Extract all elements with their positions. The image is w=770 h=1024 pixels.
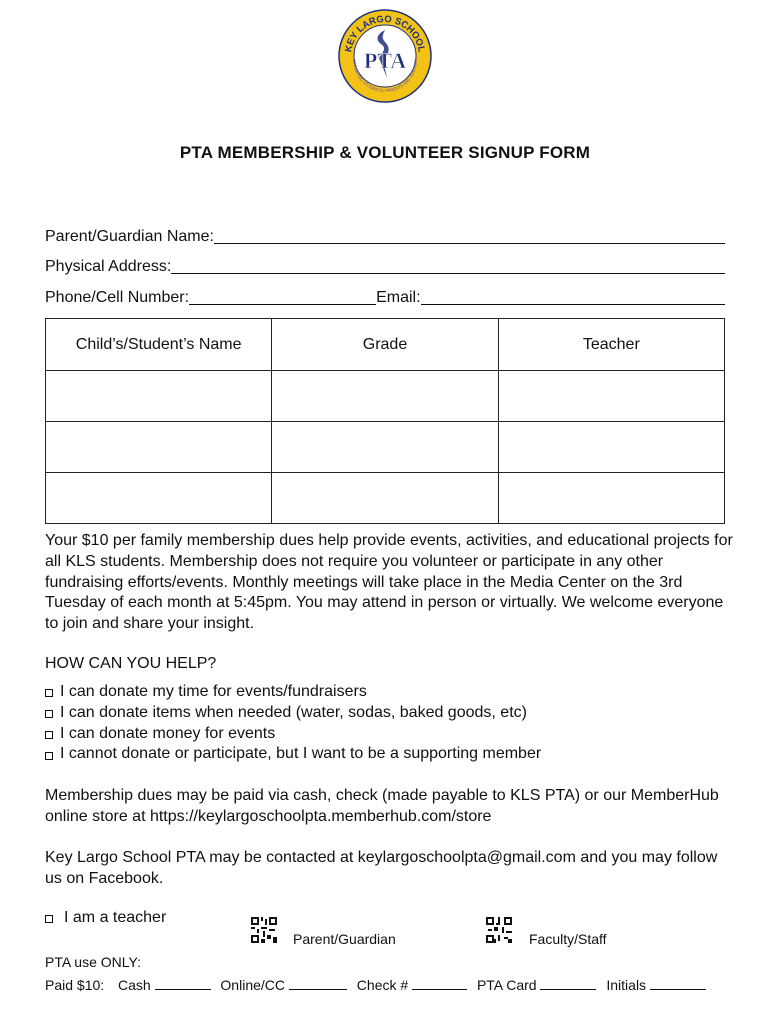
form-title: PTA MEMBERSHIP & VOLUNTEER SIGNUP FORM — [179, 143, 591, 162]
check-label: Check # — [356, 977, 409, 993]
parent-name-label: Parent/Guardian Name: — [45, 228, 214, 245]
online-label: Online/CC — [220, 977, 286, 993]
phone-email-field[interactable] — [45, 287, 725, 307]
table-row — [46, 422, 725, 473]
logo-arc-text: KEY LARGO SCHOOL — [343, 13, 427, 54]
table-row — [46, 473, 725, 524]
faculty-qr-code-icon[interactable] — [486, 917, 512, 943]
table-header-row — [46, 319, 725, 371]
initials-label: Initials — [606, 977, 647, 993]
pta-use-heading: PTA use ONLY: — [45, 954, 141, 970]
parent-name-field[interactable] — [45, 226, 725, 246]
table-cell[interactable] — [498, 422, 724, 473]
check-blank[interactable] — [412, 977, 467, 990]
help-option-label: I can donate money for events — [60, 724, 276, 742]
checkbox[interactable] — [45, 710, 53, 718]
initials-blank[interactable] — [650, 977, 706, 990]
table-cell[interactable] — [46, 422, 272, 473]
help-option-label: I can donate my time for events/fundraisers — [60, 683, 367, 700]
table-cell[interactable] — [46, 371, 272, 422]
logo-center-text: PTA — [363, 48, 407, 73]
help-option[interactable] — [45, 682, 725, 703]
help-option-label: I cannot donate or participate, but I want to be a supporting member — [60, 745, 542, 763]
help-options — [45, 682, 725, 765]
table-cell[interactable] — [272, 473, 498, 524]
help-option-label: I can donate items when needed (water, sodas, baked goods, etc) — [60, 703, 527, 721]
contact-paragraph: Key Largo School PTA may be contacted at keylargoschoolpta@gmail.com and you may follow us on Facebook. — [45, 849, 718, 887]
teacher-option[interactable] — [45, 909, 166, 927]
table-cell[interactable] — [46, 473, 272, 524]
checkbox[interactable] — [45, 689, 53, 697]
help-heading: HOW CAN YOU HELP? — [45, 655, 217, 672]
online-blank[interactable] — [289, 977, 347, 990]
table-cell[interactable] — [498, 473, 724, 524]
physical-address-label: Physical Address: — [45, 258, 172, 275]
dues-paragraph: Your $10 per family membership dues help provide events, activities, and educational projects for all KLS students. Membership does not require you volunteer or participate in any other fundraising efforts/events. Monthly meetings will take place in the Media Center on the 3rd Tuesday of each month at 5:45pm. You may attend in person or virtually. We welcome everyone to join and share your insight. — [45, 532, 733, 633]
card-label: PTA Card — [476, 977, 537, 993]
payment-paragraph: Membership dues may be paid via cash, check (made payable to KLS PTA) or our MemberHub online store at https://keylargoschoolpta.memberhub.com/store — [45, 787, 719, 825]
table-cell[interactable] — [272, 422, 498, 473]
checkbox[interactable] — [45, 915, 53, 923]
key-largo-pta-logo — [337, 8, 433, 104]
teacher-label: I am a teacher — [64, 909, 167, 926]
cash-blank[interactable] — [155, 977, 211, 990]
paid-label: Paid $10: — [45, 977, 105, 993]
column-header: Teacher — [498, 319, 724, 371]
physical-address-blank[interactable] — [171, 260, 725, 274]
student-table — [45, 318, 725, 524]
help-option[interactable] — [45, 744, 725, 765]
help-option[interactable] — [45, 724, 725, 745]
cash-label: Cash — [117, 977, 151, 993]
checkbox[interactable] — [45, 752, 53, 760]
physical-address-field[interactable] — [45, 256, 725, 276]
faculty-qr-label: Faculty/Staff — [529, 931, 607, 947]
table-cell[interactable] — [498, 371, 724, 422]
parent-qr-label: Parent/Guardian — [293, 931, 396, 947]
phone-blank[interactable] — [189, 291, 376, 305]
pta-use-row — [45, 977, 725, 993]
table-row — [46, 371, 725, 422]
email-label: Email: — [376, 289, 421, 306]
card-blank[interactable] — [540, 977, 596, 990]
email-blank[interactable] — [421, 291, 725, 305]
phone-label: Phone/Cell Number: — [45, 289, 190, 306]
parent-qr-code-icon[interactable] — [251, 917, 277, 943]
checkbox[interactable] — [45, 731, 53, 739]
column-header: Grade — [272, 319, 498, 371]
column-header: Child’s/Student’s Name — [46, 319, 272, 371]
help-option[interactable] — [45, 703, 725, 724]
table-cell[interactable] — [272, 371, 498, 422]
logo-bottom-text: UPPORTING STUDENTS, PARENTS AND TEACHER — [351, 59, 419, 94]
parent-name-blank[interactable] — [214, 230, 725, 244]
